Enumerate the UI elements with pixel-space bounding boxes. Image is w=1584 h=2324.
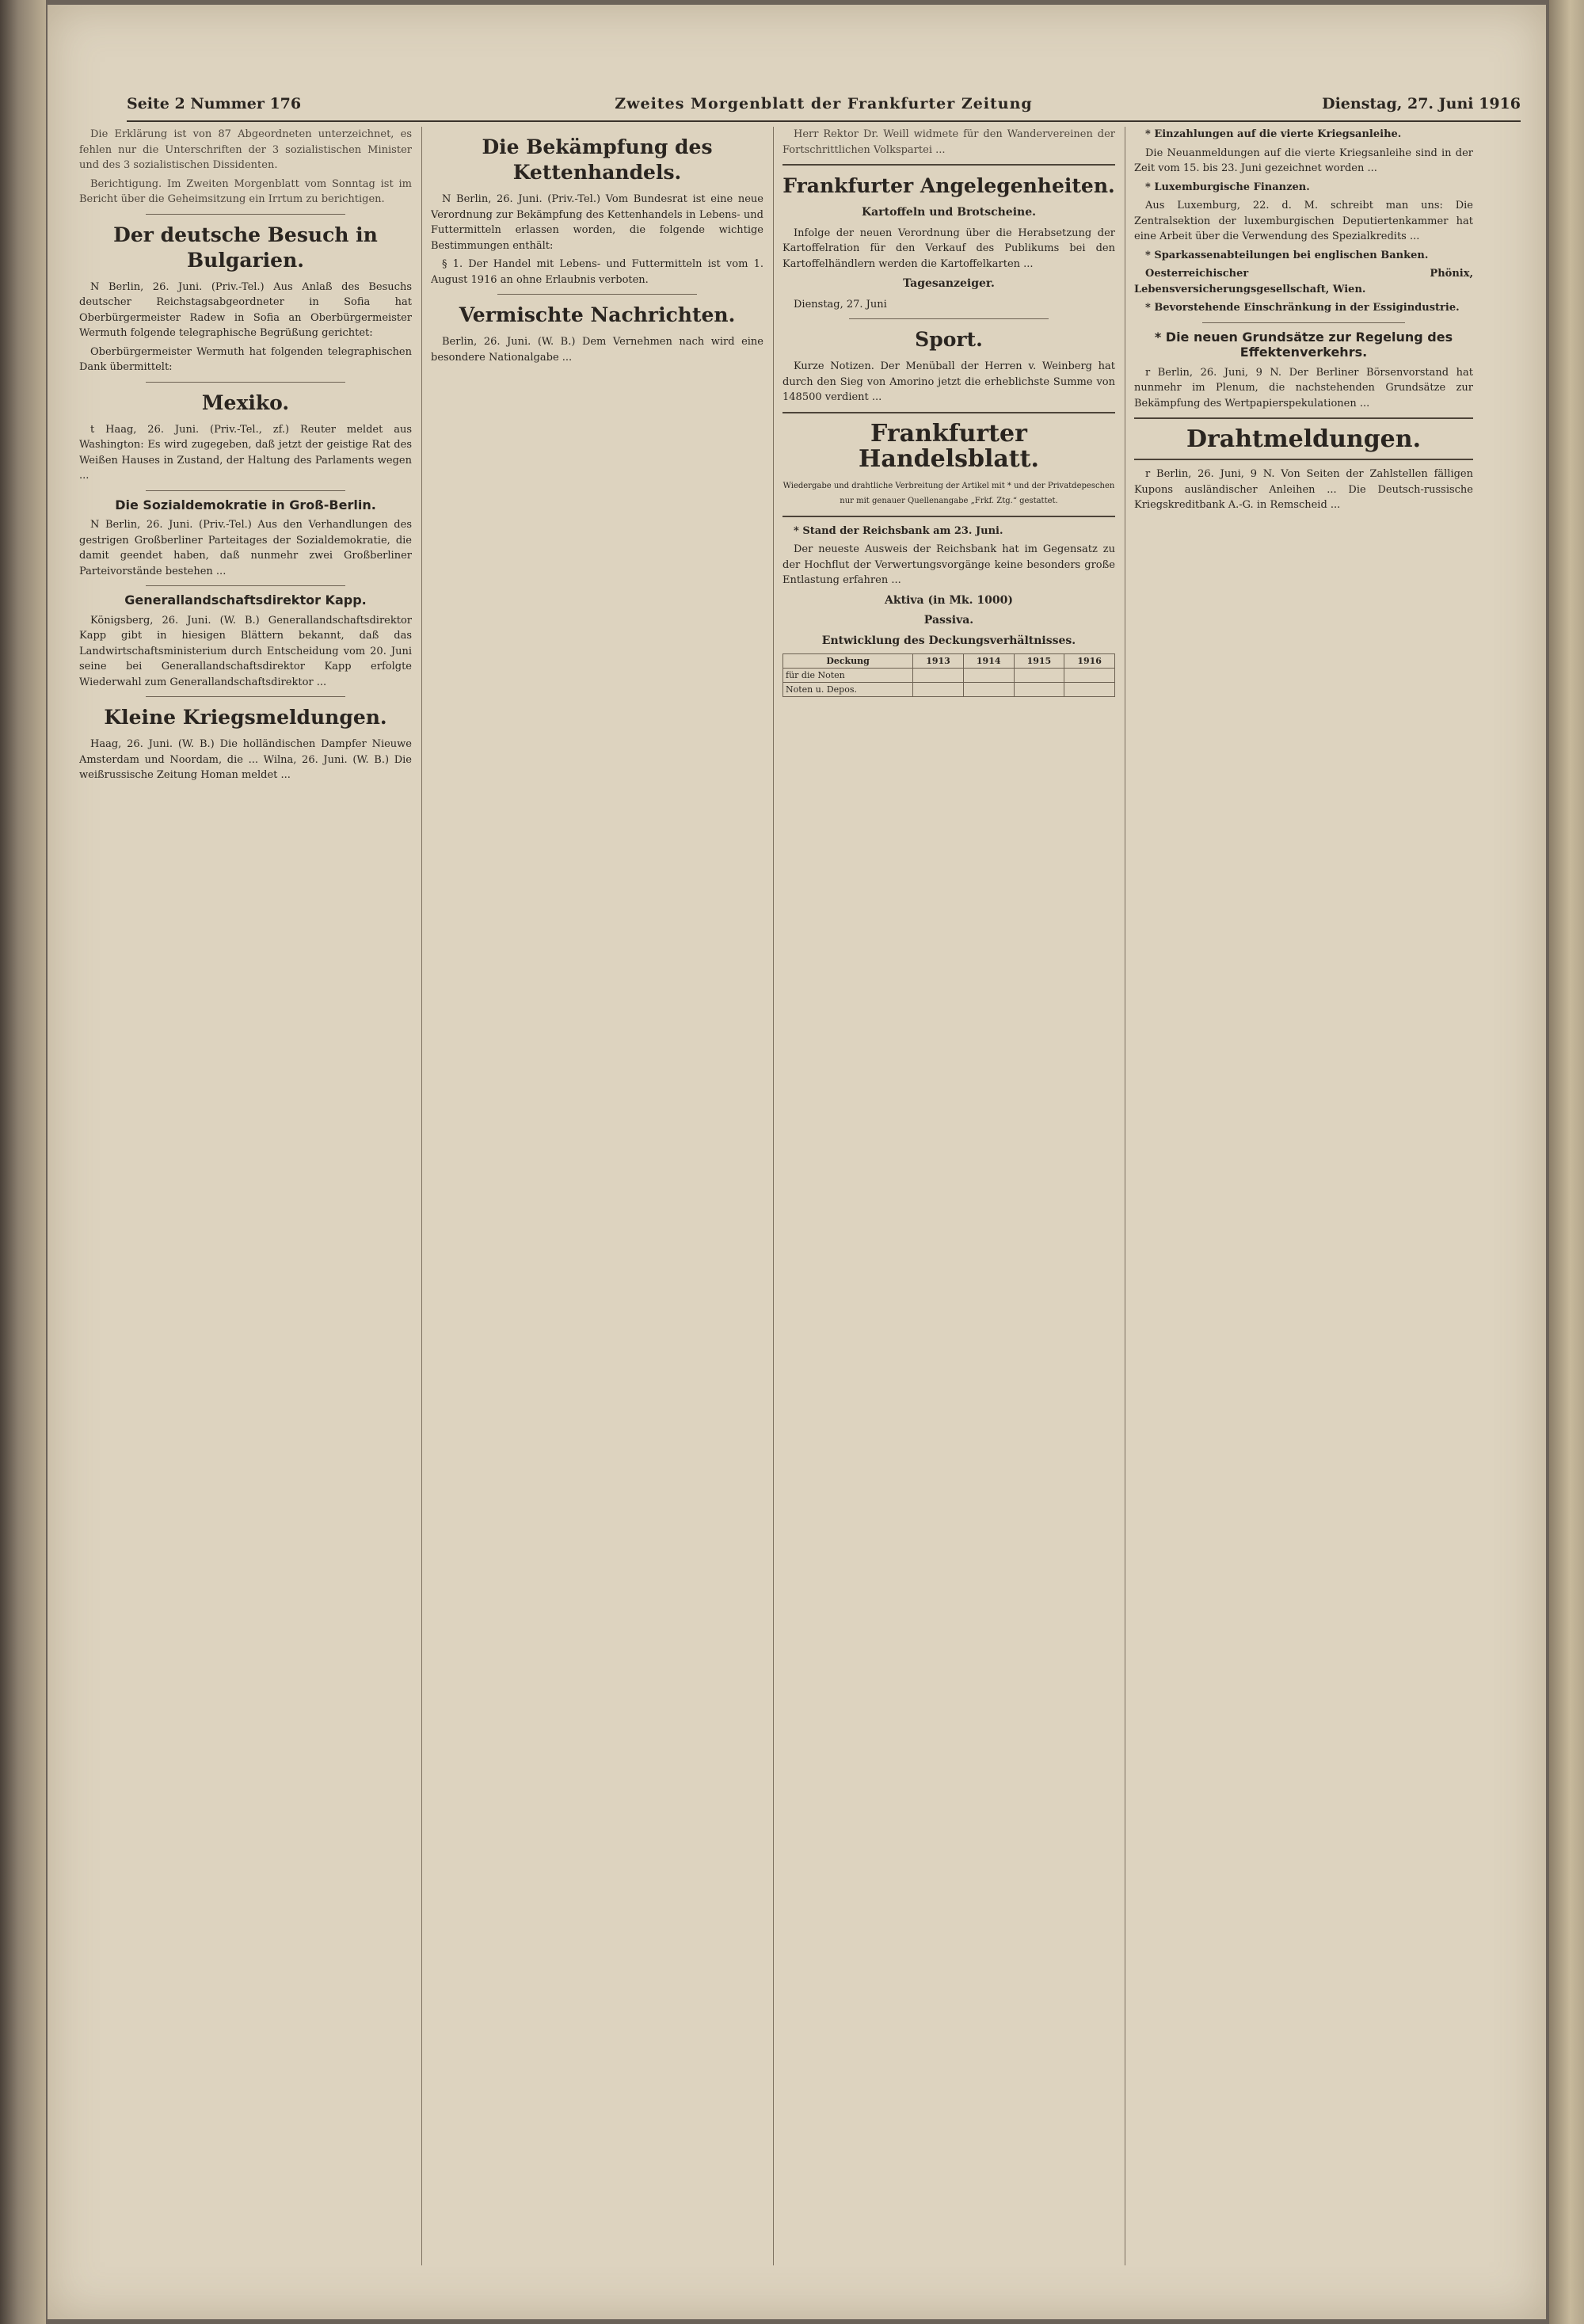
- column-1: [79, 127, 412, 2265]
- headline-frankfurter-angelegenheiten: Frankfurter Angelegenheiten.: [782, 174, 1115, 197]
- article-text: Oberbürgermeister Wermuth hat folgenden telegraphischen Dank übermittelt:: [79, 345, 412, 373]
- table-header-cell: 1915: [1014, 654, 1064, 669]
- header-date: Dienstag, 27. Juni 1916: [1322, 95, 1521, 112]
- table-row: [783, 669, 1115, 683]
- passiva-title: Passiva.: [923, 614, 974, 627]
- column-4: [1134, 127, 1473, 2265]
- headline-einzahlungen: * Einzahlungen auf die vierte Kriegsanleihe.: [1145, 128, 1402, 140]
- headline-bulgarien: Der deutsche Besuch in Bulgarien.: [113, 223, 378, 272]
- aktiva-title: Aktiva (in Mk. 1000): [885, 593, 1013, 607]
- handelsblatt-subline: Wiedergabe und drahtliche Verbreitung der Artikel mit * und der Privatdepeschen nur mit genauer Quellenangabe „Frkf. Ztg.“ gestattet.: [782, 481, 1115, 505]
- table-cell: [1064, 669, 1115, 683]
- article-dateline: Berlin, 26. Juni. (W. B.) Dem Vernehmen nach wird eine besondere Nationalgabe ...: [431, 336, 763, 364]
- deckung-table: [782, 653, 1115, 697]
- column-3: [782, 127, 1115, 2265]
- article-text: § 1. Der Handel mit Lebens- und Futtermitteln ist vom 1. August 1916 an ohne Erlaubnis verboten.: [431, 258, 763, 286]
- table-header-cell: Deckung: [783, 654, 913, 669]
- header-masthead: Zweites Morgenblatt der Frankfurter Zeitung: [615, 95, 1033, 112]
- page-header: [127, 92, 1521, 122]
- column-2: [431, 127, 763, 2265]
- headline-vermischte: Vermischte Nachrichten.: [459, 303, 736, 326]
- table-cell: [1014, 669, 1064, 683]
- article-text: r Berlin, 26. Juni, 9 N. Von Seiten der Zahlstellen fälligen Kupons ausländischer Anleihen ... Die Deutsch-russische Kriegskreditbank A.-G. in Remscheid ...: [1134, 468, 1473, 511]
- article-text: Herr Rektor Dr. Weill widmete für den Wandervereinen der Fortschrittlichen Volkspartei ...: [782, 128, 1115, 156]
- article-dateline: N Berlin, 26. Juni. (Priv.-Tel.) Vom Bundesrat ist eine neue Verordnung zur Bekämpfung des Kettenhandels in Lebens- und Futtermitteln erlassen worden, die folgende wichtige Bestimmungen enthält:: [431, 193, 763, 252]
- column-divider: [773, 127, 774, 2265]
- table-cell: [913, 669, 964, 683]
- headline-essigindustrie: * Bevorstehende Einschränkung in der Essigindustrie.: [1145, 302, 1460, 314]
- article-text: Der neueste Ausweis der Reichsbank hat im Gegensatz zu der Hochflut der Verwertungsvorgänge keine besonders große Entlastung erfahren ...: [782, 543, 1115, 586]
- headline-sport: Sport.: [915, 328, 983, 351]
- table-header-cell: 1916: [1064, 654, 1115, 669]
- article-text: Berichtigung. Im Zweiten Morgenblatt vom Sonntag ist im Bericht über die Geheimsitzung ein Irrtum zu berichtigen.: [79, 177, 412, 205]
- article-dateline: Königsberg, 26. Juni. (W. B.) Generallandschaftsdirektor Kapp gibt in hiesigen Blättern bekannt, daß das Landwirtschaftsministerium durch Entscheidung vom 20. Juni seine bei Generallandschaftsdirektor Kapp erfolgte Wiederwahl zum Generallandschaftsdirektor ...: [79, 614, 412, 688]
- binding-edge-right: [1549, 0, 1584, 2324]
- headline-sozialdemokratie: Die Sozialdemokratie in Groß-Berlin.: [115, 497, 376, 512]
- headline-phoenix: Oesterreichischer Phönix, Lebensversicherungsgesellschaft, Wien.: [1134, 268, 1473, 295]
- tagesanzeiger-date: Dienstag, 27. Juni: [794, 298, 887, 311]
- article-text: Infolge der neuen Verordnung über die Herabsetzung der Kartoffelration für den Verkauf des Publikums bei den Kartoffelhändlern werden die Kartoffelkarten ...: [782, 227, 1115, 270]
- article-text: Die Erklärung ist von 87 Abgeordneten unterzeichnet, es fehlen nur die Unterschriften der 3 sozialistischen Minister und des 3 sozialistischen Dissidenten.: [79, 128, 412, 171]
- table-cell: Noten u. Depos.: [783, 683, 913, 697]
- headline-reichsbank: * Stand der Reichsbank am 23. Juni.: [794, 524, 1003, 537]
- article-dateline: N Berlin, 26. Juni. (Priv.-Tel.) Aus Anlaß des Besuchs deutscher Reichstagsabgeordneter in Sofia hat Oberbürgermeister Radew in Sofia an Oberbürgermeister Wermuth folgende telegraphische Begrüßung gerichtet:: [79, 280, 412, 339]
- table-title: Entwicklung des Deckungsverhältnisses.: [821, 634, 1076, 647]
- table-cell: [1014, 683, 1064, 697]
- article-text: Aus Luxemburg, 22. d. M. schreibt man uns: Die Zentralsektion der luxemburgischen Deputiertenkammer hat eine Arbeit über die Verwendung des Spezialkredits ...: [1134, 200, 1473, 242]
- table-cell: [1064, 683, 1115, 697]
- article-dateline: N Berlin, 26. Juni. (Priv.-Tel.) Aus den Verhandlungen des gestrigen Großberliner Parteitages der Sozialdemokratie, die damit geendet haben, daß nunmehr zwei Großberliner Parteivorstände bestehen ...: [79, 519, 412, 577]
- headline-drahtmeldungen: Drahtmeldungen.: [1186, 425, 1422, 453]
- header-page-number: Seite 2 Nummer 176: [127, 95, 302, 112]
- headline-kapp: Generallandschaftsdirektor Kapp.: [124, 592, 367, 608]
- headline-luxemburg: * Luxemburgische Finanzen.: [1145, 181, 1310, 193]
- headline-handelsblatt: Frankfurter Handelsblatt.: [859, 419, 1039, 473]
- subheadline-kartoffeln: Kartoffeln und Brotscheine.: [862, 206, 1036, 219]
- table-cell: [913, 683, 964, 697]
- headline-mexiko: Mexiko.: [201, 391, 290, 414]
- article-text: Kurze Notizen. Der Menüball der Herren v. Weinberg hat durch den Sieg von Amorino jetzt die erheblichste Summe von 148500 verdient ...: [782, 360, 1115, 403]
- article-text: r Berlin, 26. Juni, 9 N. Der Berliner Börsenvorstand hat nunmehr im Plenum, die nachstehenden Grundsätze zur Bekämpfung des Wertpapierspekulationen ...: [1134, 366, 1473, 410]
- headline-tagesanzeiger: Tagesanzeiger.: [903, 277, 995, 290]
- binding-edge-left: [0, 0, 46, 2324]
- table-cell: [963, 683, 1014, 697]
- column-divider: [421, 127, 422, 2265]
- table-header-cell: 1914: [963, 654, 1014, 669]
- column-area: [79, 127, 1473, 2265]
- article-text: Die Neuanmeldungen auf die vierte Kriegsanleihe sind in der Zeit vom 15. bis 23. Juni gezeichnet worden ...: [1134, 147, 1473, 174]
- table-cell: [963, 669, 1014, 683]
- headline-effektenverkehr: * Die neuen Grundsätze zur Regelung des Effektenverkehrs.: [1154, 329, 1453, 360]
- table-row: [783, 683, 1115, 697]
- table-header-cell: 1913: [913, 654, 964, 669]
- article-dateline: t Haag, 26. Juni. (Priv.-Tel., zf.) Reuter meldet aus Washington: Es wird zugegeben, daß jetzt der geistige Rat des Weißen Hauses in Zustand, der Haltung des Parlaments wegen ...: [79, 423, 412, 482]
- table-cell: für die Noten: [783, 669, 913, 683]
- article-dateline: Haag, 26. Juni. (W. B.) Die holländischen Dampfer Nieuwe Amsterdam und Noordam, die ... Wilna, 26. Juni. (W. B.) Die weißrussische Zeitung Homan meldet ...: [79, 738, 412, 781]
- headline-sparkassen: * Sparkassenabteilungen bei englischen Banken.: [1145, 249, 1429, 261]
- headline-kettenhandel: Die Bekämpfung des Kettenhandels.: [482, 135, 713, 184]
- headline-kriegsmeldungen: Kleine Kriegsmeldungen.: [104, 706, 387, 729]
